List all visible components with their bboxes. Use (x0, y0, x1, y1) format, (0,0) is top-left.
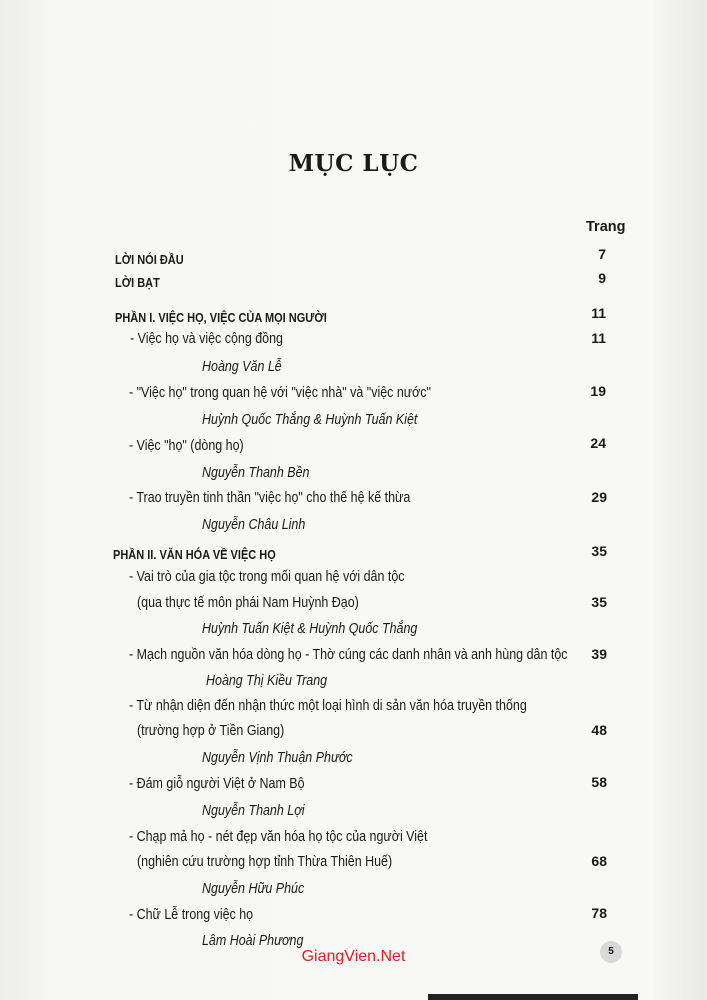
toc-page-number: 24 (590, 435, 606, 451)
toc-page-number: 11 (591, 305, 606, 321)
toc-entry-title: - Từ nhận diện đến nhận thức một loại hình di sản văn hóa truyền thống (129, 698, 527, 714)
toc-page-number: 35 (591, 543, 607, 559)
toc-part-heading: PHẦN II. VĂN HÓA VỀ VIỆC HỌ (113, 548, 276, 562)
toc-entry-title-cont: (nghiên cứu trường hợp tỉnh Thừa Thiên Huế) (137, 854, 393, 870)
toc-entry-title-cont: (qua thực tế môn phái Nam Huỳnh Đạo) (137, 595, 359, 611)
toc-entry-author: Nguyễn Hữu Phúc (202, 881, 305, 897)
toc-page-number: 7 (598, 246, 606, 262)
toc-entry-author: Nguyễn Vịnh Thuận Phước (202, 750, 353, 766)
toc-page-number: 11 (591, 330, 606, 346)
toc-entry-author: Hoàng Thị Kiều Trang (206, 673, 328, 689)
toc-entry-author: Huỳnh Tuấn Kiệt & Huỳnh Quốc Thắng (202, 621, 418, 637)
toc-entry-title: - Việc "họ" (dòng họ) (129, 438, 244, 454)
scan-edge-artifact (428, 994, 638, 1000)
toc-entry-title: - Việc họ và việc cộng đồng (130, 331, 283, 347)
toc-front-matter-label: LỜI BẠT (115, 276, 160, 290)
toc-page-number: 9 (598, 270, 606, 286)
toc-entry-title: - Chữ Lễ trong việc họ (129, 907, 254, 923)
toc-entry-author: Lâm Hoài Phương (202, 933, 304, 949)
toc-page-number: 29 (591, 489, 607, 505)
toc-front-matter-label: LỜI NÓI ĐẦU (115, 253, 184, 267)
toc-entry-title: - Trao truyền tinh thần "việc họ" cho thế hệ kế thừa (129, 490, 411, 506)
toc-entry-title: - Đám giỗ người Việt ở Nam Bộ (129, 776, 305, 792)
toc-page-number: 35 (591, 594, 607, 610)
toc-entry-author: Nguyễn Thanh Lợi (202, 803, 305, 819)
toc-entry-author: Huỳnh Quốc Thắng & Huỳnh Tuấn Kiệt (202, 412, 418, 428)
toc-entry-title: - Chạp mả họ - nét đẹp văn hóa họ tộc của người Việt (129, 829, 428, 845)
toc-page-number: 68 (591, 853, 607, 869)
toc-part-heading: PHẦN I. VIỆC HỌ, VIỆC CỦA MỌI NGƯỜI (115, 311, 327, 325)
toc-page-number: 39 (591, 646, 607, 662)
page-column-header: Trang (586, 219, 626, 235)
toc-entry-title: - Mạch nguồn văn hóa dòng họ - Thờ cúng các danh nhân và anh hùng dân tộc (129, 647, 568, 663)
toc-page-number: 19 (590, 383, 606, 399)
toc-page-number: 58 (591, 774, 607, 790)
toc-page-number: 48 (591, 722, 607, 738)
toc-entry-author: Hoàng Văn Lễ (202, 359, 282, 375)
toc-entry-title: - "Việc họ" trong quan hệ với "việc nhà" và "việc nước" (129, 385, 431, 401)
toc-entry-title-cont: (trường hợp ở Tiền Giang) (137, 723, 285, 739)
toc-page-number: 78 (591, 905, 607, 921)
page-number-badge: 5 (600, 941, 622, 963)
watermark-link[interactable]: GiangVien.Net (301, 948, 406, 965)
toc-entry-author: Nguyễn Thanh Bền (202, 465, 310, 481)
toc-entry-title: - Vai trò của gia tộc trong mối quan hệ với dân tộc (129, 569, 405, 585)
page-title: MỤC LỤC (288, 150, 419, 177)
toc-entry-author: Nguyễn Châu Linh (202, 517, 306, 533)
